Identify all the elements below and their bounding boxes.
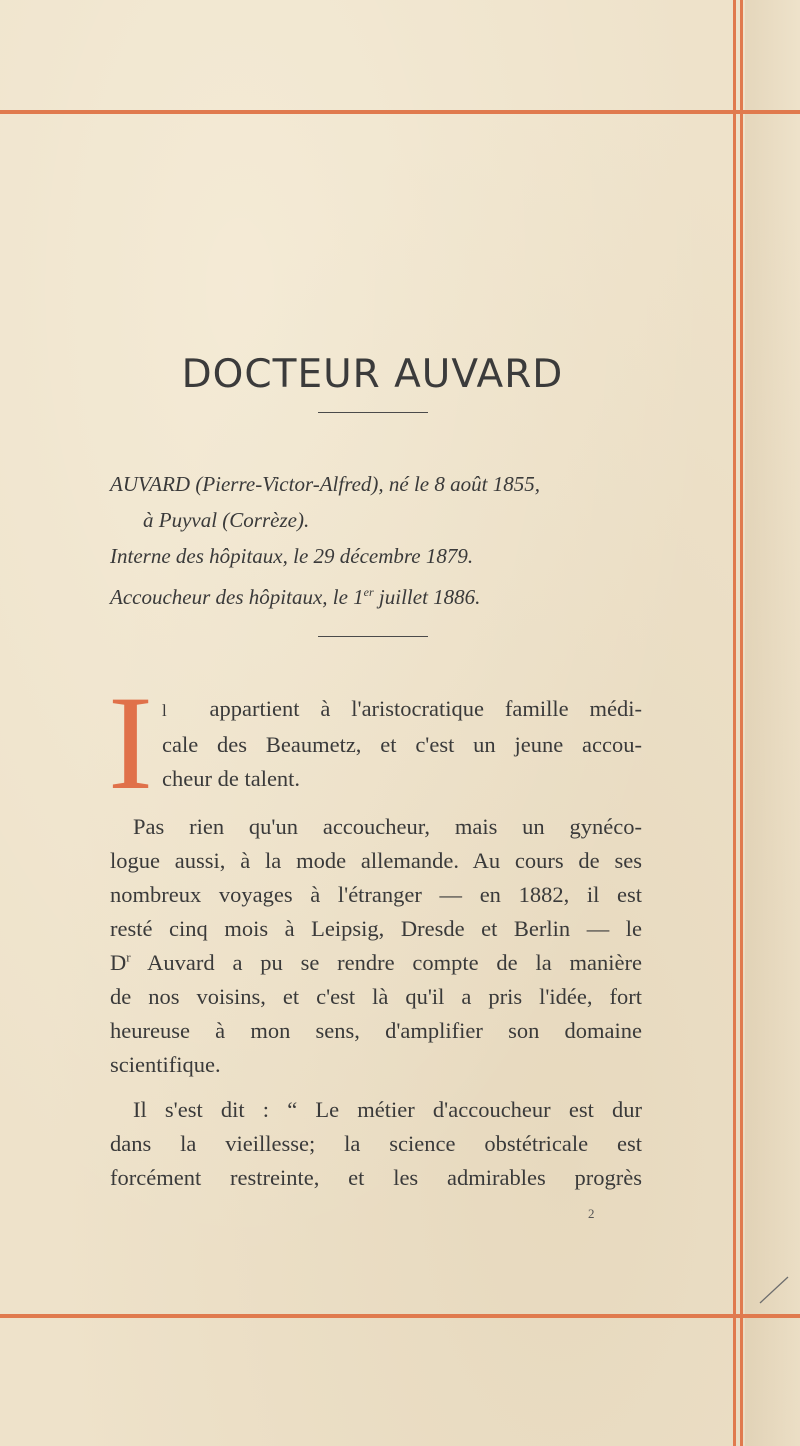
bio-line-birthplace: à Puyval (Corrèze). — [143, 508, 310, 532]
bio-ordinal-sup: er — [363, 585, 374, 599]
first-word-rest: l — [162, 701, 168, 720]
para1-line-1 — [162, 692, 642, 728]
paragraph-3 — [110, 1093, 642, 1195]
para2-line-6: de nos voisins, et c'est là qu'il a pris l'idée, fort — [110, 984, 642, 1009]
para2-line-5-text: Auvard a pu se rendre compte de la manière — [130, 950, 642, 975]
bio-line-interne: Interne des hôpitaux, le 29 décembre 1879. — [110, 544, 474, 568]
paragraph-2 — [110, 810, 642, 1082]
pencil-mark-icon — [755, 1275, 795, 1305]
para2-line-8: scientifique. — [110, 1052, 221, 1077]
paragraph-1 — [162, 692, 642, 796]
para2-line-7: heureuse à mon sens, d'amplifier son domaine — [110, 1018, 642, 1043]
page-title: DOCTEUR AUVARD — [181, 352, 564, 398]
para2-line-3: nombreux voyages à l'étranger — en 1882, il est — [110, 882, 642, 907]
para1-line-3: cheur de talent. — [162, 766, 301, 791]
top-red-rule — [0, 110, 800, 114]
para1-line-1-text: appartient à l'aristocratique famille médi- — [209, 696, 642, 721]
para3-line-3: forcément restreinte, et les admirables progrès — [110, 1165, 642, 1190]
para3-line-2: dans la vieillesse; la science obstétricale est — [110, 1131, 642, 1156]
para1-line-2: cale des Beaumetz, et c'est un jeune accou- — [162, 732, 642, 757]
para2-line-1: Pas rien qu'un accoucheur, mais un gynéco- — [133, 814, 642, 839]
doctor-abbrev-sup: r — [126, 949, 131, 965]
para2-line-2: logue aussi, à la mode allemande. Au cours de ses — [110, 848, 642, 873]
right-red-rule-inner — [740, 0, 743, 1446]
bio-line-accoucheur-prefix: Accoucheur des hôpitaux, le — [110, 585, 348, 609]
divider-bottom — [318, 636, 428, 637]
bio-date-rest: juillet 1886. — [378, 585, 481, 609]
para2-line-5 — [110, 946, 642, 980]
doctor-abbrev: D — [110, 950, 127, 975]
page-number: 2 — [588, 1206, 595, 1221]
bio-line-accoucheur — [110, 574, 710, 615]
drop-cap: I — [108, 669, 153, 818]
page-edge — [745, 0, 800, 1446]
right-red-rule-outer — [733, 0, 736, 1446]
bottom-red-rule — [0, 1314, 800, 1318]
bio-line-name: AUVARD (Pierre-Victor-Alfred), né le 8 août 1855, — [110, 472, 540, 496]
bio-ordinal: 1 — [353, 585, 364, 609]
divider-top — [318, 412, 428, 413]
bio-block — [110, 466, 710, 615]
para2-line-4: resté cinq mois à Leipsig, Dresde et Berlin — le — [110, 916, 642, 941]
para3-line-1: Il s'est dit : “ Le métier d'accoucheur est dur — [133, 1097, 642, 1122]
